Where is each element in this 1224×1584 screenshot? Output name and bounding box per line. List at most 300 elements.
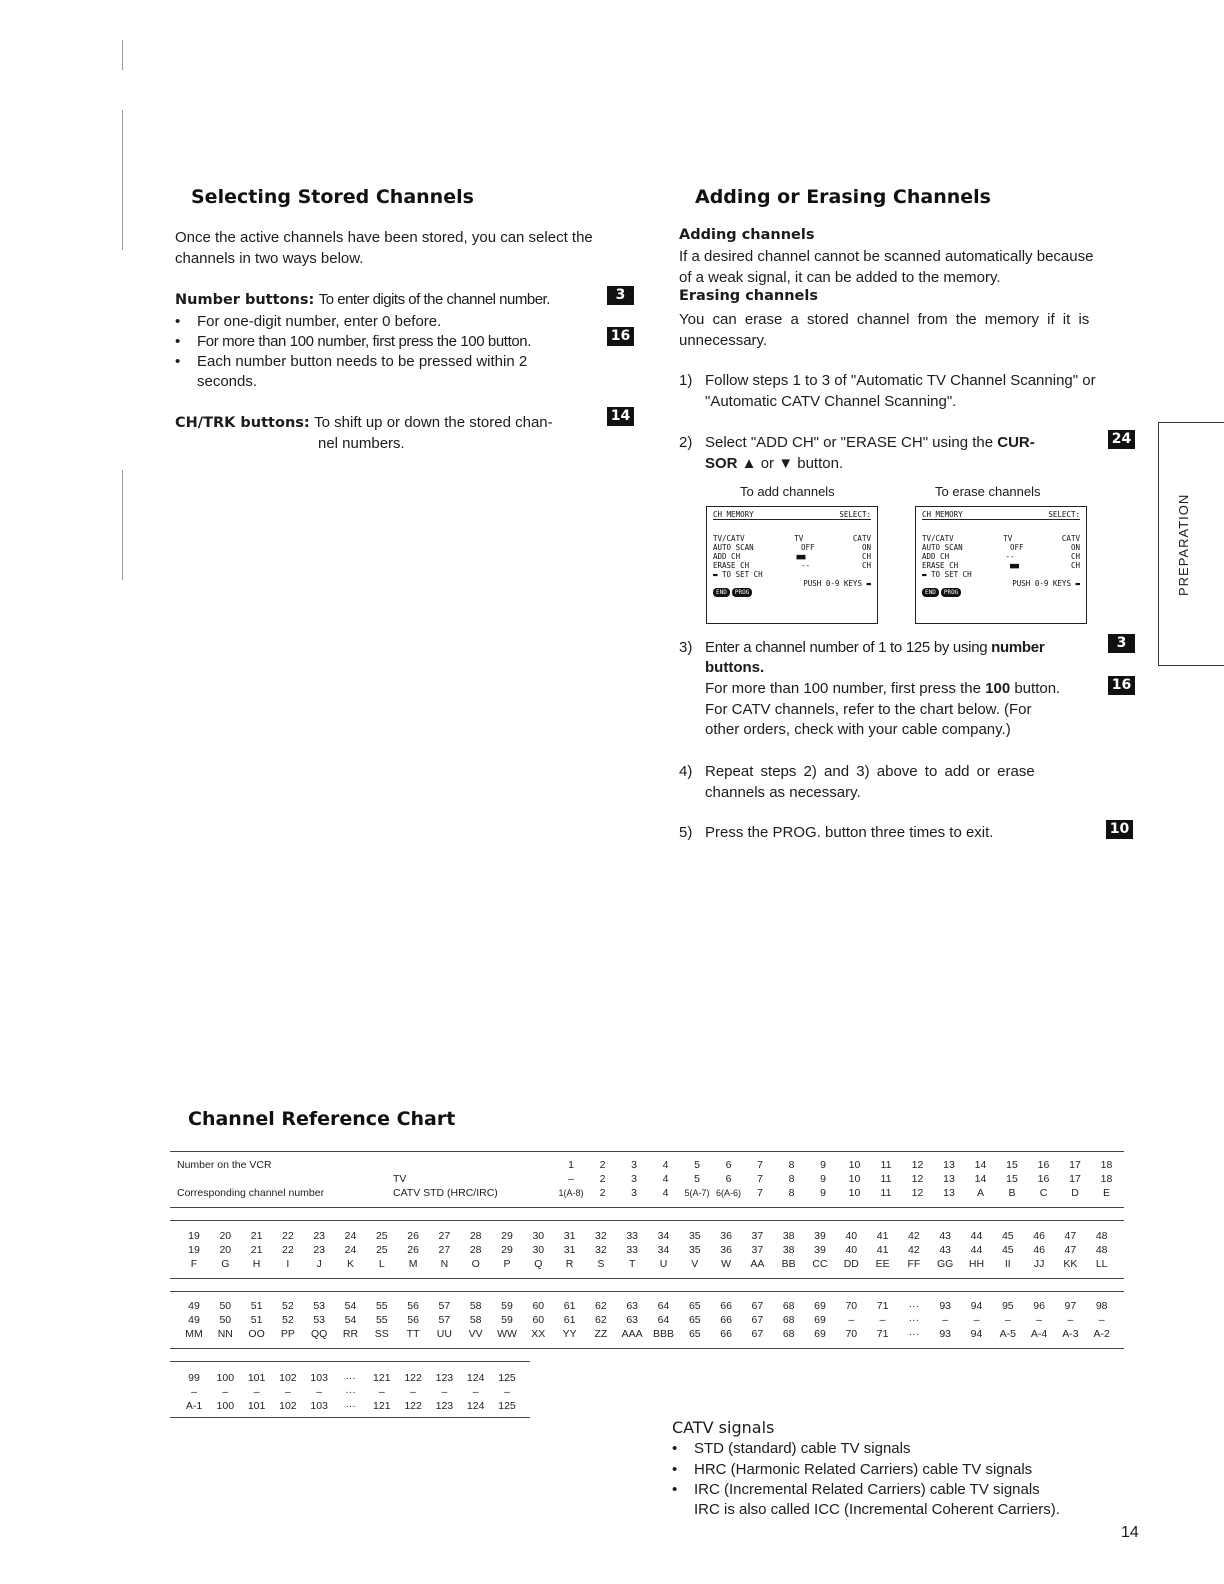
- chart-cell: QQ: [311, 1328, 328, 1340]
- chart-header-label: TV: [393, 1173, 407, 1185]
- chart-cell: 31: [563, 1244, 576, 1256]
- chart-cell: ···: [345, 1372, 356, 1384]
- chart-cell: V: [691, 1258, 699, 1270]
- chart-cell: N: [440, 1258, 449, 1270]
- chart-cell: J: [316, 1258, 322, 1270]
- chart-cell: –: [441, 1386, 448, 1398]
- step-text: [705, 453, 843, 474]
- chart-cell: A-4: [1030, 1328, 1048, 1340]
- chart-cell: 12: [911, 1187, 924, 1199]
- chart-cell: 45: [1001, 1244, 1014, 1256]
- chart-cell: A-2: [1093, 1328, 1110, 1340]
- chart-cell: 51: [250, 1300, 263, 1312]
- chart-cell: 14: [974, 1173, 987, 1185]
- chart-cell: 20: [219, 1230, 232, 1242]
- number-buttons-label: Number buttons:: [175, 292, 315, 308]
- chart-cell: 40: [845, 1230, 858, 1242]
- adding-erasing-heading: Adding or Erasing Channels: [695, 186, 991, 208]
- chart-cell: 66: [720, 1314, 732, 1326]
- chart-cell: 71: [876, 1328, 889, 1340]
- chart-cell: 23: [313, 1230, 326, 1242]
- list-item: • For more than 100 number, first press the 100 button.: [197, 331, 531, 352]
- chart-cell: –: [253, 1386, 260, 1398]
- chart-cell: CC: [812, 1258, 828, 1270]
- catv-signals-heading: CATV signals: [672, 1418, 775, 1437]
- cursor-label: SOR ▲: [705, 455, 757, 472]
- chart-cell: 15: [1006, 1159, 1018, 1171]
- chart-cell: 103: [310, 1400, 328, 1412]
- chart-cell: 69: [814, 1314, 826, 1326]
- chart-cell: 20: [219, 1244, 232, 1256]
- channel-reference-chart-heading: Channel Reference Chart: [188, 1108, 456, 1130]
- chart-cell: 57: [438, 1314, 451, 1326]
- chart-cell: 49: [188, 1314, 200, 1326]
- chart-cell: UU: [436, 1328, 452, 1340]
- chart-cell: 100: [216, 1400, 235, 1412]
- chart-cell: A: [976, 1187, 984, 1199]
- chart-cell: –: [472, 1386, 479, 1398]
- step-text-part: or: [756, 455, 779, 472]
- chart-cell: O: [471, 1258, 480, 1270]
- step-text: channels as necessary.: [705, 784, 861, 801]
- chart-cell: 5: [694, 1173, 700, 1185]
- chart-cell: 18: [1100, 1173, 1113, 1185]
- chart-cell: S: [597, 1258, 605, 1270]
- step-text: [705, 432, 1035, 453]
- chart-cell: 40: [845, 1244, 858, 1256]
- chart-cell: 93: [939, 1300, 952, 1312]
- chart-cell: –: [973, 1314, 980, 1326]
- step-text-part: button.: [1010, 680, 1061, 697]
- chart-cell: 39: [814, 1230, 826, 1242]
- screen-row-label: TV/CATV: [713, 534, 745, 543]
- chart-cell: –: [1004, 1314, 1011, 1326]
- chart-cell: 125: [498, 1372, 516, 1384]
- screen-row-label: ADD CH: [713, 552, 741, 561]
- chart-rule: [170, 1278, 1124, 1279]
- chart-cell: 98: [1095, 1300, 1108, 1312]
- end-key-icon: END: [922, 588, 939, 597]
- chart-cell: 46: [1033, 1244, 1045, 1256]
- down-arrow-icon: ▼: [778, 455, 794, 472]
- chart-cell: 56: [407, 1314, 419, 1326]
- chart-cell: RR: [342, 1328, 359, 1340]
- step-text-part: For more than 100 number, first press the: [705, 680, 986, 697]
- chart-cell: 63: [626, 1314, 639, 1326]
- chart-cell: VV: [468, 1328, 483, 1340]
- chart-cell: 70: [845, 1300, 858, 1312]
- screen-row-label: ERASE CH: [713, 561, 750, 570]
- chart-cell: 39: [814, 1244, 826, 1256]
- chart-cell: 62: [595, 1314, 607, 1326]
- chart-cell: 62: [595, 1300, 607, 1312]
- number-buttons-text: To enter digits of the channel number.: [318, 291, 550, 308]
- chart-cell: KK: [1063, 1258, 1078, 1270]
- chart-cell: 5: [694, 1159, 700, 1171]
- chart-cell: –: [191, 1386, 197, 1398]
- chart-cell: 1: [568, 1159, 574, 1171]
- chart-cell: 65: [688, 1328, 701, 1340]
- chart-cell: 101: [247, 1372, 266, 1384]
- screen-title: CH MEMORY: [922, 510, 963, 519]
- adding-channels-text: If a desired channel cannot be scanned automatically because: [679, 248, 1094, 265]
- screen-row-value: --: [1005, 552, 1015, 561]
- chart-cell: 9: [820, 1173, 826, 1185]
- chart-cell: 99: [188, 1372, 200, 1384]
- adding-channels-text: of a weak signal, it can be added to the memory.: [679, 269, 1001, 286]
- chart-cell: 94: [970, 1328, 983, 1340]
- chart-rule: [170, 1417, 530, 1418]
- chart-cell: 51: [250, 1314, 263, 1326]
- chart-cell: 10: [848, 1159, 861, 1171]
- chart-cell: 33: [626, 1244, 639, 1256]
- chart-cell: A-3: [1062, 1328, 1079, 1340]
- chart-cell: 42: [908, 1244, 920, 1256]
- chart-cell: 71: [876, 1300, 889, 1312]
- list-item-continuation: seconds.: [197, 373, 258, 390]
- chart-cell: 103: [310, 1372, 328, 1384]
- chart-cell: 68: [782, 1328, 795, 1340]
- step-text: [705, 637, 1044, 658]
- section-tab-label: PREPARATION: [1176, 493, 1191, 596]
- chart-cell: ···: [345, 1400, 356, 1412]
- chart-cell: DD: [843, 1258, 859, 1270]
- chart-cell: 64: [657, 1314, 670, 1326]
- chart-cell: 3: [631, 1173, 637, 1185]
- chart-cell: 52: [282, 1300, 294, 1312]
- screen-row-label: ERASE CH: [922, 561, 959, 570]
- chart-cell: WW: [497, 1328, 517, 1340]
- chart-cell: 17: [1069, 1159, 1081, 1171]
- chart-cell: K: [346, 1258, 354, 1270]
- list-item: • STD (standard) cable TV signals: [694, 1438, 910, 1459]
- chart-cell: R: [565, 1258, 574, 1270]
- chart-cell: 60: [532, 1314, 545, 1326]
- chart-rule: [170, 1220, 1124, 1221]
- chart-cell: ZZ: [594, 1328, 608, 1340]
- prog-key-icon: PROG: [732, 588, 752, 597]
- page-ref-badge: 3: [1108, 634, 1135, 653]
- chart-cell: GG: [937, 1258, 954, 1270]
- chart-cell: 13: [943, 1159, 955, 1171]
- chart-cell: 22: [282, 1244, 294, 1256]
- chart-cell: 49: [188, 1300, 200, 1312]
- step-text: For CATV channels, refer to the chart below. (For: [705, 701, 1032, 718]
- screen-row-value: CATV: [1061, 534, 1080, 543]
- chart-cell: 47: [1064, 1244, 1077, 1256]
- chart-cell: YY: [562, 1328, 577, 1340]
- step-text: [705, 678, 1060, 699]
- step-text-part: Select "ADD CH" or "ERASE CH" using the: [705, 434, 998, 451]
- chart-cell: AA: [750, 1258, 765, 1270]
- screen-select: SELECT:: [1048, 510, 1080, 519]
- chart-cell: 64: [657, 1300, 670, 1312]
- catv-signals-note: IRC is also called ICC (Incremental Coherent Carriers).: [694, 1501, 1060, 1518]
- chart-cell: 6(A-6): [715, 1188, 741, 1198]
- chart-cell: 9: [820, 1187, 826, 1199]
- screen-row-label: AUTO SCAN: [713, 543, 754, 552]
- intro-line: Once the active channels have been stored, you can select the: [175, 229, 593, 246]
- chart-cell: –: [222, 1386, 229, 1398]
- chart-cell: 32: [595, 1244, 607, 1256]
- chart-cell: 41: [876, 1244, 889, 1256]
- chart-cell: XX: [531, 1328, 546, 1340]
- screen-push: PUSH 0-9 KEYS ▬: [803, 579, 871, 588]
- chart-cell: 124: [466, 1372, 485, 1384]
- page-ref-badge: 16: [607, 327, 634, 346]
- chart-cell: 66: [720, 1300, 732, 1312]
- adding-channels-label: Adding channels: [679, 227, 815, 243]
- chart-cell: L: [378, 1258, 385, 1270]
- chart-cell: 125: [498, 1400, 516, 1412]
- page-ref-badge: 10: [1106, 820, 1133, 839]
- chart-cell: 26: [407, 1244, 419, 1256]
- chart-cell: 53: [313, 1314, 326, 1326]
- section-tab: [1158, 422, 1224, 666]
- chart-cell: 8: [788, 1173, 795, 1185]
- step-text: Repeat steps 2) and 3) above to add or erase: [705, 763, 1035, 780]
- list-item: • Each number button needs to be pressed within 2: [197, 351, 527, 372]
- chart-cell: –: [848, 1314, 855, 1326]
- step-text: Follow steps 1 to 3 of "Automatic TV Channel Scanning" or: [705, 372, 1096, 389]
- chart-cell: 32: [595, 1230, 607, 1242]
- chart-cell: 6: [725, 1159, 732, 1171]
- step-number: 3): [679, 639, 693, 656]
- step-text: "Automatic CATV Channel Scanning".: [705, 393, 957, 410]
- chart-cell: –: [879, 1314, 886, 1326]
- chart-cell: 10: [848, 1187, 861, 1199]
- chart-cell: 60: [532, 1300, 545, 1312]
- chart-cell: A-1: [185, 1400, 203, 1412]
- chart-cell: 44: [970, 1244, 983, 1256]
- number-buttons-line: [175, 289, 550, 310]
- chart-cell: F: [190, 1258, 198, 1270]
- chart-cell: 54: [344, 1300, 357, 1312]
- chart-header-label: CATV STD (HRC/IRC): [393, 1187, 498, 1199]
- chtrk-buttons-text: To shift up or down the stored chan-: [314, 414, 553, 431]
- chart-cell: 48: [1095, 1230, 1108, 1242]
- list-item: • HRC (Harmonic Related Carriers) cable TV signals: [694, 1459, 1032, 1480]
- chart-cell: –: [410, 1386, 417, 1398]
- chart-cell: 33: [626, 1230, 639, 1242]
- chart-cell: 94: [970, 1300, 983, 1312]
- screen-row-value: CH: [1070, 552, 1080, 561]
- chart-cell: 96: [1033, 1300, 1045, 1312]
- chart-cell: 12: [911, 1173, 924, 1185]
- chart-cell: –: [1067, 1314, 1074, 1326]
- chart-cell: AAA: [621, 1328, 643, 1340]
- chart-cell: 56: [407, 1300, 419, 1312]
- chart-cell: 26: [407, 1230, 419, 1242]
- chart-rule: [170, 1151, 1124, 1152]
- erasing-channels-text: unnecessary.: [679, 332, 768, 349]
- chart-cell: 21: [250, 1230, 263, 1242]
- chart-cell: 16: [1037, 1173, 1050, 1185]
- chart-cell: 122: [404, 1400, 422, 1412]
- chart-cell: 29: [501, 1244, 513, 1256]
- binding-mark: [122, 110, 123, 250]
- step-number: 1): [679, 372, 693, 389]
- screen-row-value: ■■: [796, 552, 806, 561]
- screen-row-value: --: [801, 561, 811, 570]
- screen-row-value: CH: [861, 552, 871, 561]
- chart-header-label: Number on the VCR: [177, 1159, 272, 1171]
- chart-cell: 43: [939, 1244, 952, 1256]
- chart-cell: 9: [820, 1159, 826, 1171]
- chart-rule: [170, 1207, 1124, 1208]
- erase-caption: To erase channels: [935, 484, 1041, 499]
- chart-cell: 7: [757, 1187, 763, 1199]
- screen-to-set: ▬ TO SET CH: [713, 570, 763, 579]
- chart-cell: 10: [848, 1173, 861, 1185]
- chart-cell: 1(A-8): [558, 1188, 584, 1198]
- screen-row-label: ADD CH: [922, 552, 950, 561]
- chart-cell: 43: [939, 1230, 952, 1242]
- chart-cell: 2: [599, 1187, 606, 1199]
- chart-cell: EE: [875, 1258, 890, 1270]
- chart-cell: 8: [788, 1187, 795, 1199]
- chart-cell: 95: [1001, 1300, 1014, 1312]
- chart-cell: 11: [880, 1173, 892, 1185]
- binding-mark: [122, 470, 123, 580]
- screen-row-label: TV/CATV: [922, 534, 954, 543]
- page-ref-badge: 3: [607, 286, 634, 305]
- chart-cell: 37: [751, 1230, 764, 1242]
- list-item: • IRC (Incremental Related Carriers) cable TV signals: [694, 1479, 1040, 1500]
- chart-rule: [170, 1291, 1124, 1292]
- chart-cell: W: [721, 1258, 732, 1270]
- step-text-part: Enter a channel number of 1 to 125 by using: [705, 639, 992, 656]
- chart-cell: 41: [876, 1230, 889, 1242]
- chart-cell: 30: [532, 1244, 545, 1256]
- chart-cell: –: [1098, 1314, 1105, 1326]
- chart-cell: OO: [248, 1328, 265, 1340]
- chart-cell: 61: [563, 1300, 576, 1312]
- chart-cell: 27: [438, 1244, 451, 1256]
- chart-cell: –: [284, 1386, 291, 1398]
- cursor-label: CUR-: [997, 434, 1035, 451]
- chart-cell: 28: [469, 1230, 482, 1242]
- chart-cell: 6: [725, 1173, 732, 1185]
- chart-cell: 35: [688, 1244, 701, 1256]
- add-channels-screen: [706, 506, 878, 624]
- chtrk-buttons-label: CH/TRK buttons:: [175, 415, 310, 431]
- chart-cell: 67: [751, 1328, 764, 1340]
- chart-cell: 97: [1064, 1300, 1077, 1312]
- chart-cell: 121: [373, 1400, 391, 1412]
- chart-cell: 38: [782, 1244, 795, 1256]
- chart-cell: 30: [532, 1230, 545, 1242]
- chart-cell: 63: [626, 1300, 639, 1312]
- chart-cell: B: [1008, 1187, 1016, 1199]
- chart-cell: 8: [788, 1159, 795, 1171]
- chart-cell: 59: [501, 1314, 513, 1326]
- chart-cell: 34: [657, 1244, 670, 1256]
- chart-cell: 36: [720, 1244, 732, 1256]
- page-ref-badge: 16: [1108, 676, 1135, 695]
- chart-cell: SS: [374, 1328, 389, 1340]
- chart-cell: 58: [469, 1314, 482, 1326]
- chart-cell: 57: [438, 1300, 451, 1312]
- chart-cell: 45: [1001, 1230, 1014, 1242]
- screen-row-label: AUTO SCAN: [922, 543, 963, 552]
- chart-cell: 102: [279, 1372, 297, 1384]
- end-key-icon: END: [713, 588, 730, 597]
- screen-push: PUSH 0-9 KEYS ▬: [1012, 579, 1080, 588]
- chart-cell: 23: [313, 1244, 326, 1256]
- chart-cell: G: [221, 1258, 230, 1270]
- chart-cell: –: [504, 1386, 510, 1398]
- chart-cell: 37: [751, 1244, 764, 1256]
- chart-cell: 36: [720, 1230, 732, 1242]
- erasing-channels-text: You can erase a stored channel from the memory if it is: [679, 311, 1090, 328]
- chart-cell: 17: [1069, 1173, 1081, 1185]
- chart-cell: 7: [757, 1159, 763, 1171]
- chart-cell: 13: [943, 1187, 955, 1199]
- chart-cell: 46: [1033, 1230, 1045, 1242]
- chart-cell: M: [408, 1258, 418, 1270]
- chart-cell: Q: [534, 1258, 543, 1270]
- chart-cell: 24: [344, 1244, 357, 1256]
- chart-cell: 124: [466, 1400, 485, 1412]
- chart-cell: 2: [599, 1159, 606, 1171]
- chart-cell: JJ: [1033, 1258, 1045, 1270]
- chart-cell: 55: [375, 1314, 388, 1326]
- chart-cell: 3: [631, 1187, 637, 1199]
- screen-to-set: ▬ TO SET CH: [922, 570, 972, 579]
- chart-cell: 68: [782, 1314, 795, 1326]
- screen-row-value: OFF: [801, 543, 815, 552]
- chart-cell: 34: [657, 1230, 670, 1242]
- binding-mark: [122, 40, 123, 70]
- chart-cell: 22: [282, 1230, 294, 1242]
- list-item: • For one-digit number, enter 0 before.: [197, 311, 441, 332]
- step-text-part: button.: [793, 455, 844, 472]
- page-number: 14: [1121, 1524, 1139, 1541]
- chart-rule: [170, 1348, 1124, 1349]
- chart-cell: 48: [1095, 1244, 1108, 1256]
- chart-cell: 14: [974, 1159, 987, 1171]
- selecting-stored-channels-heading: Selecting Stored Channels: [191, 186, 474, 208]
- chart-cell: 121: [373, 1372, 391, 1384]
- chart-cell: 42: [908, 1230, 920, 1242]
- chart-cell: 12: [911, 1159, 924, 1171]
- chart-cell: 29: [501, 1230, 513, 1242]
- chart-cell: 67: [751, 1300, 764, 1312]
- screen-title: CH MEMORY: [713, 510, 754, 519]
- chart-cell: –: [316, 1386, 323, 1398]
- chart-cell: 4: [662, 1159, 669, 1171]
- chart-cell: 47: [1064, 1230, 1077, 1242]
- chart-cell: 123: [435, 1372, 454, 1384]
- step-text-bold: 100: [985, 680, 1011, 697]
- screen-row-value: ■■: [1010, 561, 1020, 570]
- chart-cell: 3: [631, 1159, 637, 1171]
- chart-cell: 55: [375, 1300, 388, 1312]
- erasing-channels-label: Erasing channels: [679, 288, 818, 304]
- chart-cell: 54: [344, 1314, 357, 1326]
- page-ref-badge: 14: [607, 407, 634, 426]
- chart-cell: 52: [282, 1314, 294, 1326]
- chart-cell: 122: [404, 1372, 422, 1384]
- chart-cell: 19: [188, 1230, 200, 1242]
- chart-cell: 61: [563, 1314, 576, 1326]
- chart-cell: E: [1102, 1187, 1110, 1199]
- chart-cell: HH: [968, 1258, 985, 1270]
- screen-row-value: CH: [1070, 561, 1080, 570]
- chart-cell: D: [1071, 1187, 1079, 1199]
- step-number: 2): [679, 434, 693, 451]
